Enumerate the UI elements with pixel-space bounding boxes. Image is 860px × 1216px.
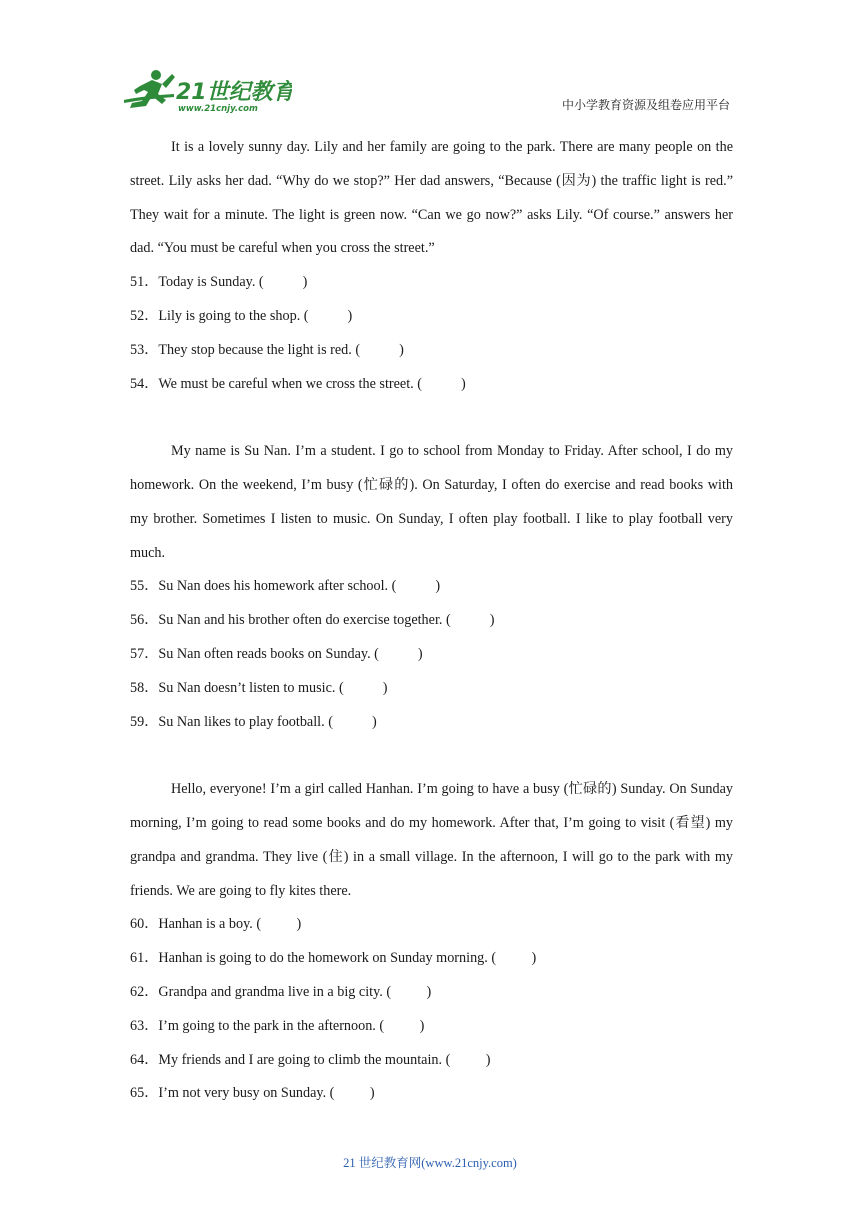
question-62: 62．Grandpa and grandma live in a big city. ( ) [130,983,432,1000]
question-65: 65．I’m not very busy on Sunday. ( ) [130,1085,375,1102]
reading-content [130,131,733,1111]
question-55: 55．Su Nan does his homework after school. ( ) [130,578,441,595]
header-platform-title: 中小学教育资源及组卷应用平台 [561,98,730,112]
svg-text:www.21cnjy.com: www.21cnjy.com [178,104,258,114]
passage-2: My name is Su Nan. I’m a student. I go to school from Monday to Friday. After school, I do my homework. On the weekend, I’m busy (忙碌的). On Saturday, I often do exercise and read books with my brother. Sometimes I listen to music. On Sunday, I often play football. I like to play football very much. [130,443,733,561]
runner-logo-icon [122,66,292,116]
brand-logo [122,66,292,116]
question-58: 58．Su Nan doesn’t listen to music. ( ) [130,679,388,696]
question-63: 63．I’m going to the park in the afternoon. ( ) [130,1017,425,1034]
page-footer: 21 世纪教育网(www.21cnjy.com) [343,1156,517,1170]
svg-text:21世纪教育: 21世纪教育 [176,80,292,105]
question-53: 53．They stop because the light is red. ( ) [130,341,404,358]
passage-1: It is a lovely sunny day. Lily and her family are going to the park. There are many people on the street. Lily asks her dad. “Why do we stop?” Her dad answers, “Because (因为) the traffic light is red.” They wait for a minute. The light is green now. “Can we go now?” asks Lily. “Of course.” answers her dad. “You must be careful when you cross the street.” [130,139,733,257]
question-61: 61．Hanhan is going to do the homework on Sunday morning. ( ) [130,950,537,967]
question-59: 59．Su Nan likes to play football. ( ) [130,713,377,730]
question-51: 51．Today is Sunday. ( ) [130,274,308,291]
question-56: 56．Su Nan and his brother often do exercise together. ( ) [130,612,495,629]
question-52: 52．Lily is going to the shop. ( ) [130,307,353,324]
question-57: 57．Su Nan often reads books on Sunday. ( ) [130,645,423,662]
question-64: 64．My friends and I are going to climb the mountain. ( ) [130,1051,491,1068]
passage-3: Hello, everyone! I’m a girl called Hanhan. I’m going to have a busy (忙碌的) Sunday. On Sunday morning, I’m going to read some books and do my homework. After that, I’m going to visit (看望) my grandpa and grandma. They live (住) in a small village. In the afternoon, I will go to the park with my friends. We are going to fly kites there. [130,781,733,899]
question-54: 54．We must be careful when we cross the street. ( ) [130,375,466,392]
question-60: 60．Hanhan is a boy. ( ) [130,916,302,933]
page-header [0,0,860,115]
